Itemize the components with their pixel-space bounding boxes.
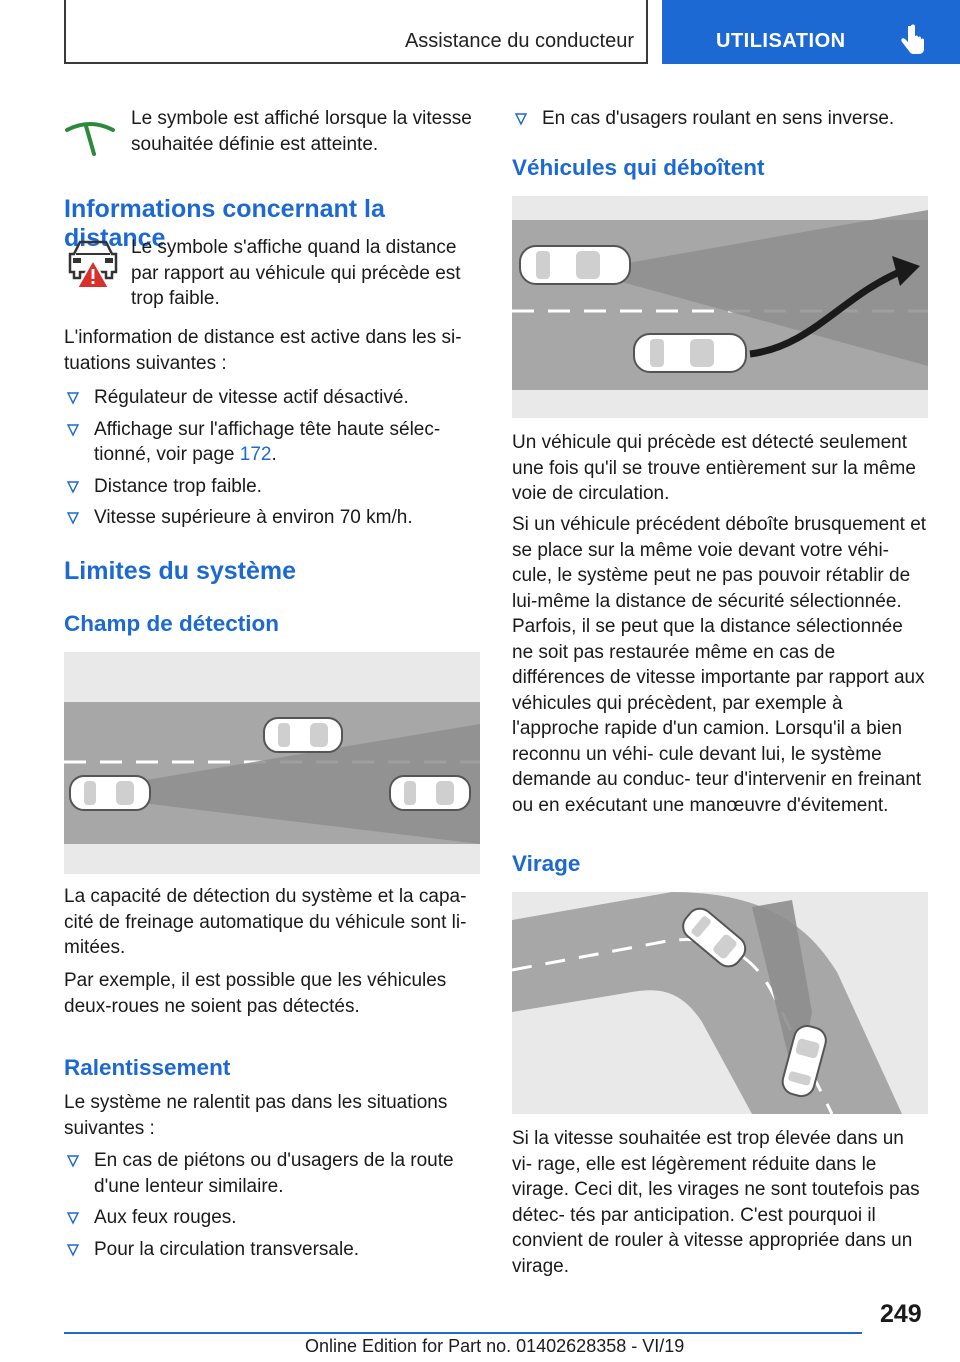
triangle-bullet-icon bbox=[66, 1211, 80, 1225]
curve-paragraph-1: Si la vitesse souhaitée est trop élevée dans un vi‐ rage, elle est légèrement réduite dans le virage. Ceci dit, les virages ne sont toutefois pas détec‐ tés par anticipation. C'est pourquoi il convient de rouler à vitesse appropriée dans un virage. bbox=[512, 1128, 920, 1277]
detection-paragraph-2: Par exemple, il est possible que les véhicules deux-roues ne soient pas détectés. bbox=[64, 970, 447, 1017]
triangle-bullet-icon bbox=[66, 391, 80, 405]
slowdown-heading: Ralentissement bbox=[64, 1055, 231, 1080]
car-top-view-icon bbox=[264, 718, 342, 752]
list-item: Pour la circulation transversale. bbox=[64, 1237, 478, 1263]
speed-reached-symbol-icon bbox=[64, 108, 116, 160]
distance-active-text: L'information de distance est active dans les si‐ tuations suivantes : bbox=[64, 327, 462, 374]
triangle-bullet-icon bbox=[66, 423, 80, 437]
slowdown-intro: Le système ne ralentit pas dans les situations suivantes : bbox=[64, 1092, 448, 1139]
list-item: En cas de piétons ou d'usagers de la route d'une lenteur similaire. bbox=[64, 1148, 478, 1199]
triangle-bullet-icon bbox=[66, 1243, 80, 1257]
page-number: 249 bbox=[880, 1300, 922, 1328]
header-chapter-title: UTILISATION bbox=[716, 30, 846, 52]
footer-edition: Online Edition for Part no. 01402628358 - VI/19 bbox=[305, 1336, 685, 1356]
distance-info-heading: Informations concernant la distance bbox=[64, 195, 385, 252]
cutout-vehicles-figure bbox=[512, 196, 928, 418]
cutout-paragraph-2: Si un véhicule précédent déboîte brusquement et se place sur la même voie devant votre véhi‐ cule, le système peut ne pas pouvoir rétablir de lui-même la distance de sécurité sélectionnée. Parfois, il se peut que la distance sélectionnée ne soit pas restaurée même en cas de différences de vitesse importante par rapport aux véhicules qui précèdent, par exemple à l'approche rapide d'un camion. Lorsqu'il a bien reconnu un véhi‐ cule devant lui, le système demande au conduc‐ teur d'intervenir en freinant ou en exécutant une manœuvre d'évitement. bbox=[512, 514, 927, 816]
list-item: Aux feux rouges. bbox=[64, 1205, 478, 1231]
slowdown-list bbox=[64, 1148, 478, 1268]
curve-figure bbox=[512, 892, 928, 1114]
speed-symbol-text: Le symbole est affiché lorsque la vitesse souhaitée définie est atteinte. bbox=[131, 108, 472, 155]
curve-heading: Virage bbox=[512, 851, 581, 876]
car-top-view-icon bbox=[520, 246, 630, 284]
detection-field-figure bbox=[64, 652, 480, 874]
list-item: Vitesse supérieure à environ 70 km/h. bbox=[64, 505, 478, 531]
list-item: Affichage sur l'affichage tête haute sélec‐ tionné, voir page 172. bbox=[64, 417, 478, 468]
triangle-bullet-icon bbox=[66, 511, 80, 525]
car-top-view-icon bbox=[390, 776, 470, 810]
detection-paragraph-1: La capacité de détection du système et la capa‐ cité de freinage automatique du véhicule sont li‐ mitées. bbox=[64, 886, 467, 958]
triangle-bullet-icon bbox=[66, 1154, 80, 1168]
car-top-view-icon bbox=[70, 776, 150, 810]
distance-conditions-list bbox=[64, 385, 478, 537]
list-item: Distance trop faible. bbox=[64, 474, 478, 500]
list-item: Régulateur de vitesse actif désactivé. bbox=[64, 385, 478, 411]
cutout-vehicles-heading: Véhicules qui déboîtent bbox=[512, 155, 765, 180]
header-section-title: Assistance du conducteur bbox=[404, 30, 634, 52]
triangle-bullet-icon bbox=[66, 480, 80, 494]
detection-field-heading: Champ de détection bbox=[64, 611, 280, 636]
footer-divider bbox=[64, 1332, 862, 1334]
system-limits-heading: Limites du système bbox=[64, 557, 297, 585]
distance-symbol-text: Le symbole s'affiche quand la distance par rapport au véhicule qui précède est trop faible. bbox=[131, 237, 461, 309]
car-top-view-icon bbox=[634, 334, 746, 372]
cutout-paragraph-1: Un véhicule qui précède est détecté seulement une fois qu'il se trouve entièrement sur la même voie de circulation. bbox=[512, 432, 916, 504]
hand-pointer-icon bbox=[899, 24, 925, 56]
list-item: En cas d'usagers roulant en sens inverse. bbox=[512, 106, 928, 132]
triangle-bullet-icon bbox=[514, 112, 528, 126]
header-chapter-tab bbox=[662, 0, 960, 64]
slowdown-list-continued bbox=[512, 106, 928, 138]
distance-warning-car-icon bbox=[66, 238, 120, 290]
page-172-link[interactable]: 172 bbox=[239, 444, 272, 465]
header-section-tab bbox=[64, 0, 648, 64]
